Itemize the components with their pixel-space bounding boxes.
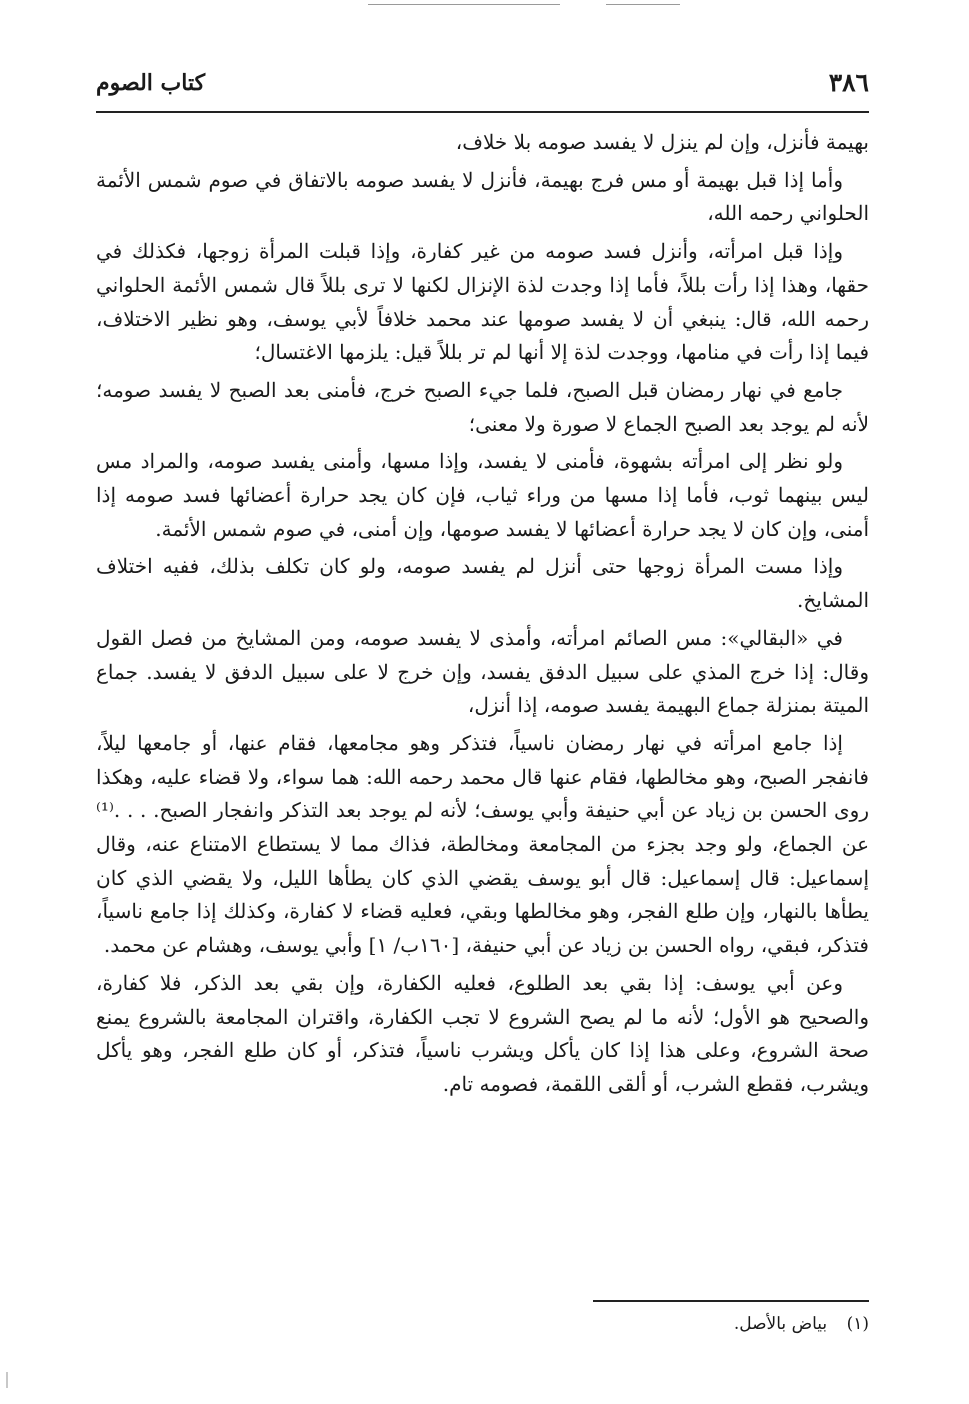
page-header (96, 66, 869, 106)
paragraph-4: جامع في نهار رمضان قبل الصبح، فلما جيء الصبح خرج، فأمنى بعد الصبح لا يفسد صومه؛ لأنه لم يوجد بعد الصبح الجماع لا صورة ولا معنى؛ (96, 377, 869, 436)
running-title: كتاب الصوم (96, 70, 206, 96)
scan-mark (6, 1372, 8, 1388)
main-text (96, 126, 869, 1102)
header-rule (96, 111, 869, 113)
top-scan-rule-1 (368, 4, 560, 5)
page-number: ٣٨٦ (828, 68, 869, 97)
top-scan-rule-2 (606, 4, 680, 5)
footnote-rule (593, 1300, 869, 1302)
paragraph-1: بهيمة فأنزل، وإن لم ينزل لا يفسد صومه بلا خلاف، (455, 130, 869, 154)
paragraph-2: وأما إذا قبل بهيمة أو مس فرج بهيمة، فأنزل لا يفسد صومه بالاتفاق في صوم شمس الأئمة الحلواني رحمه الله، (96, 167, 869, 226)
paragraph-8: إذا جامع امرأته في نهار رمضان ناسياً، فتذكر وهو مجامعها، فقام عنها، أو جامعها ليلاً، فانفجر الصبح، وهو مخالطها، فقام عنها قال محمد رحمه الله: هما سواء، ولا قضاء عليه، وهكذا روى الحسن بن زياد عن أبي حنيفة وأبي يوسف؛ لأنه لم يوجد بعد التذكر وانفجار الصبح. . . .⁽¹⁾ عن الجماع، ولو وجد بجزء من المجامعة ومخالطة، فذاك مما لا يستطاع الامتناع عنه، وقال إسماعيل: قال إسماعيل: قال أبو يوسف يقضي الذي كان يطأها الليل، ولا يقضي الذي كان يطأها بالنهار، وإن طلع الفجر، وهو مخالطها وبقي، فعليه قضاء لا كفارة، وكذلك إذا جامع ناسياً، فتذكر، فبقي، رواه الحسن بن زياد عن أبي حنيفة، [١٦٠ب/ ١] وأبي يوسف، وهشام عن محمد. (96, 730, 870, 958)
paragraph-6: وإذا مست المرأة زوجها حتى أنزل لم يفسد صومه، ولو كان تكلف بذلك، ففيه اختلاف المشايخ. (96, 554, 869, 613)
paragraph-7: في «البقالي»: مس الصائم امرأته، وأمذى لا يفسد صومه، ومن المشايخ من فصل القول وقال: إذا خرج المذي على سبيل الدفق يفسد، وإن خرج لا على سبيل الدفق لا يفسد. جماع الميتة بمنزلة جماع البهيمة يفسد صومه، إذا أنزل، (96, 625, 869, 718)
paragraph-9: وعن أبي يوسف: إذا بقي بعد الطلوع، فعليه الكفارة، وإن بقي بعد الذكر، فلا كفارة، والصحيح هو الأول؛ لأنه ما لم يصح الشروع لا تجب الكفارة، واقتران المجامعة بالشروع يمنع صحة الشروع، وعلى هذا إذا كان يأكل ويشرب ناسياً، فتذكر، أو كان طلع الفجر، وهو يأكل ويشرب، فقطع الشرب، أو ألقى اللقمة، فصومه تام. (96, 970, 869, 1096)
paragraph-3: وإذا قبل امرأته، وأنزل فسد صومه من غير كفارة، وإذا قبلت المرأة زوجها، فكذلك في حقها، وهذا إذا رأت بللاً، فأما إذا وجدت لذة الإنزال لكنها لا ترى بللاً قال شمس الأئمة الحلواني رحمه الله، قال: ينبغي أن لا يفسد صومها عند محمد خلافاً لأبي يوسف، وهو نظير الاختلاف، فيما إذا رأت في منامها، ووجدت لذة إلا أنها لم تر بللاً قيل: يلزمها الاغتسال؛ (96, 239, 869, 365)
paragraph-5: ولو نظر إلى امرأته بشهوة، فأمنى لا يفسد، وإذا مسها، وأمنى يفسد صومه، والمراد مس ليس بينهما ثوب، فأما إذا مسها من وراء ثياب، فإن كان يجد حرارة أعضائها فسد صومه إذا أمنى، وإن كان لا يجد حرارة أعضائها لا يفسد صومها، وإن أمنى، في صوم شمس الأئمة. (96, 449, 869, 541)
footnote (96, 1314, 869, 1334)
footnote-text: بياض بالأصل. (733, 1314, 828, 1334)
footnote-number: (١) (846, 1314, 869, 1334)
